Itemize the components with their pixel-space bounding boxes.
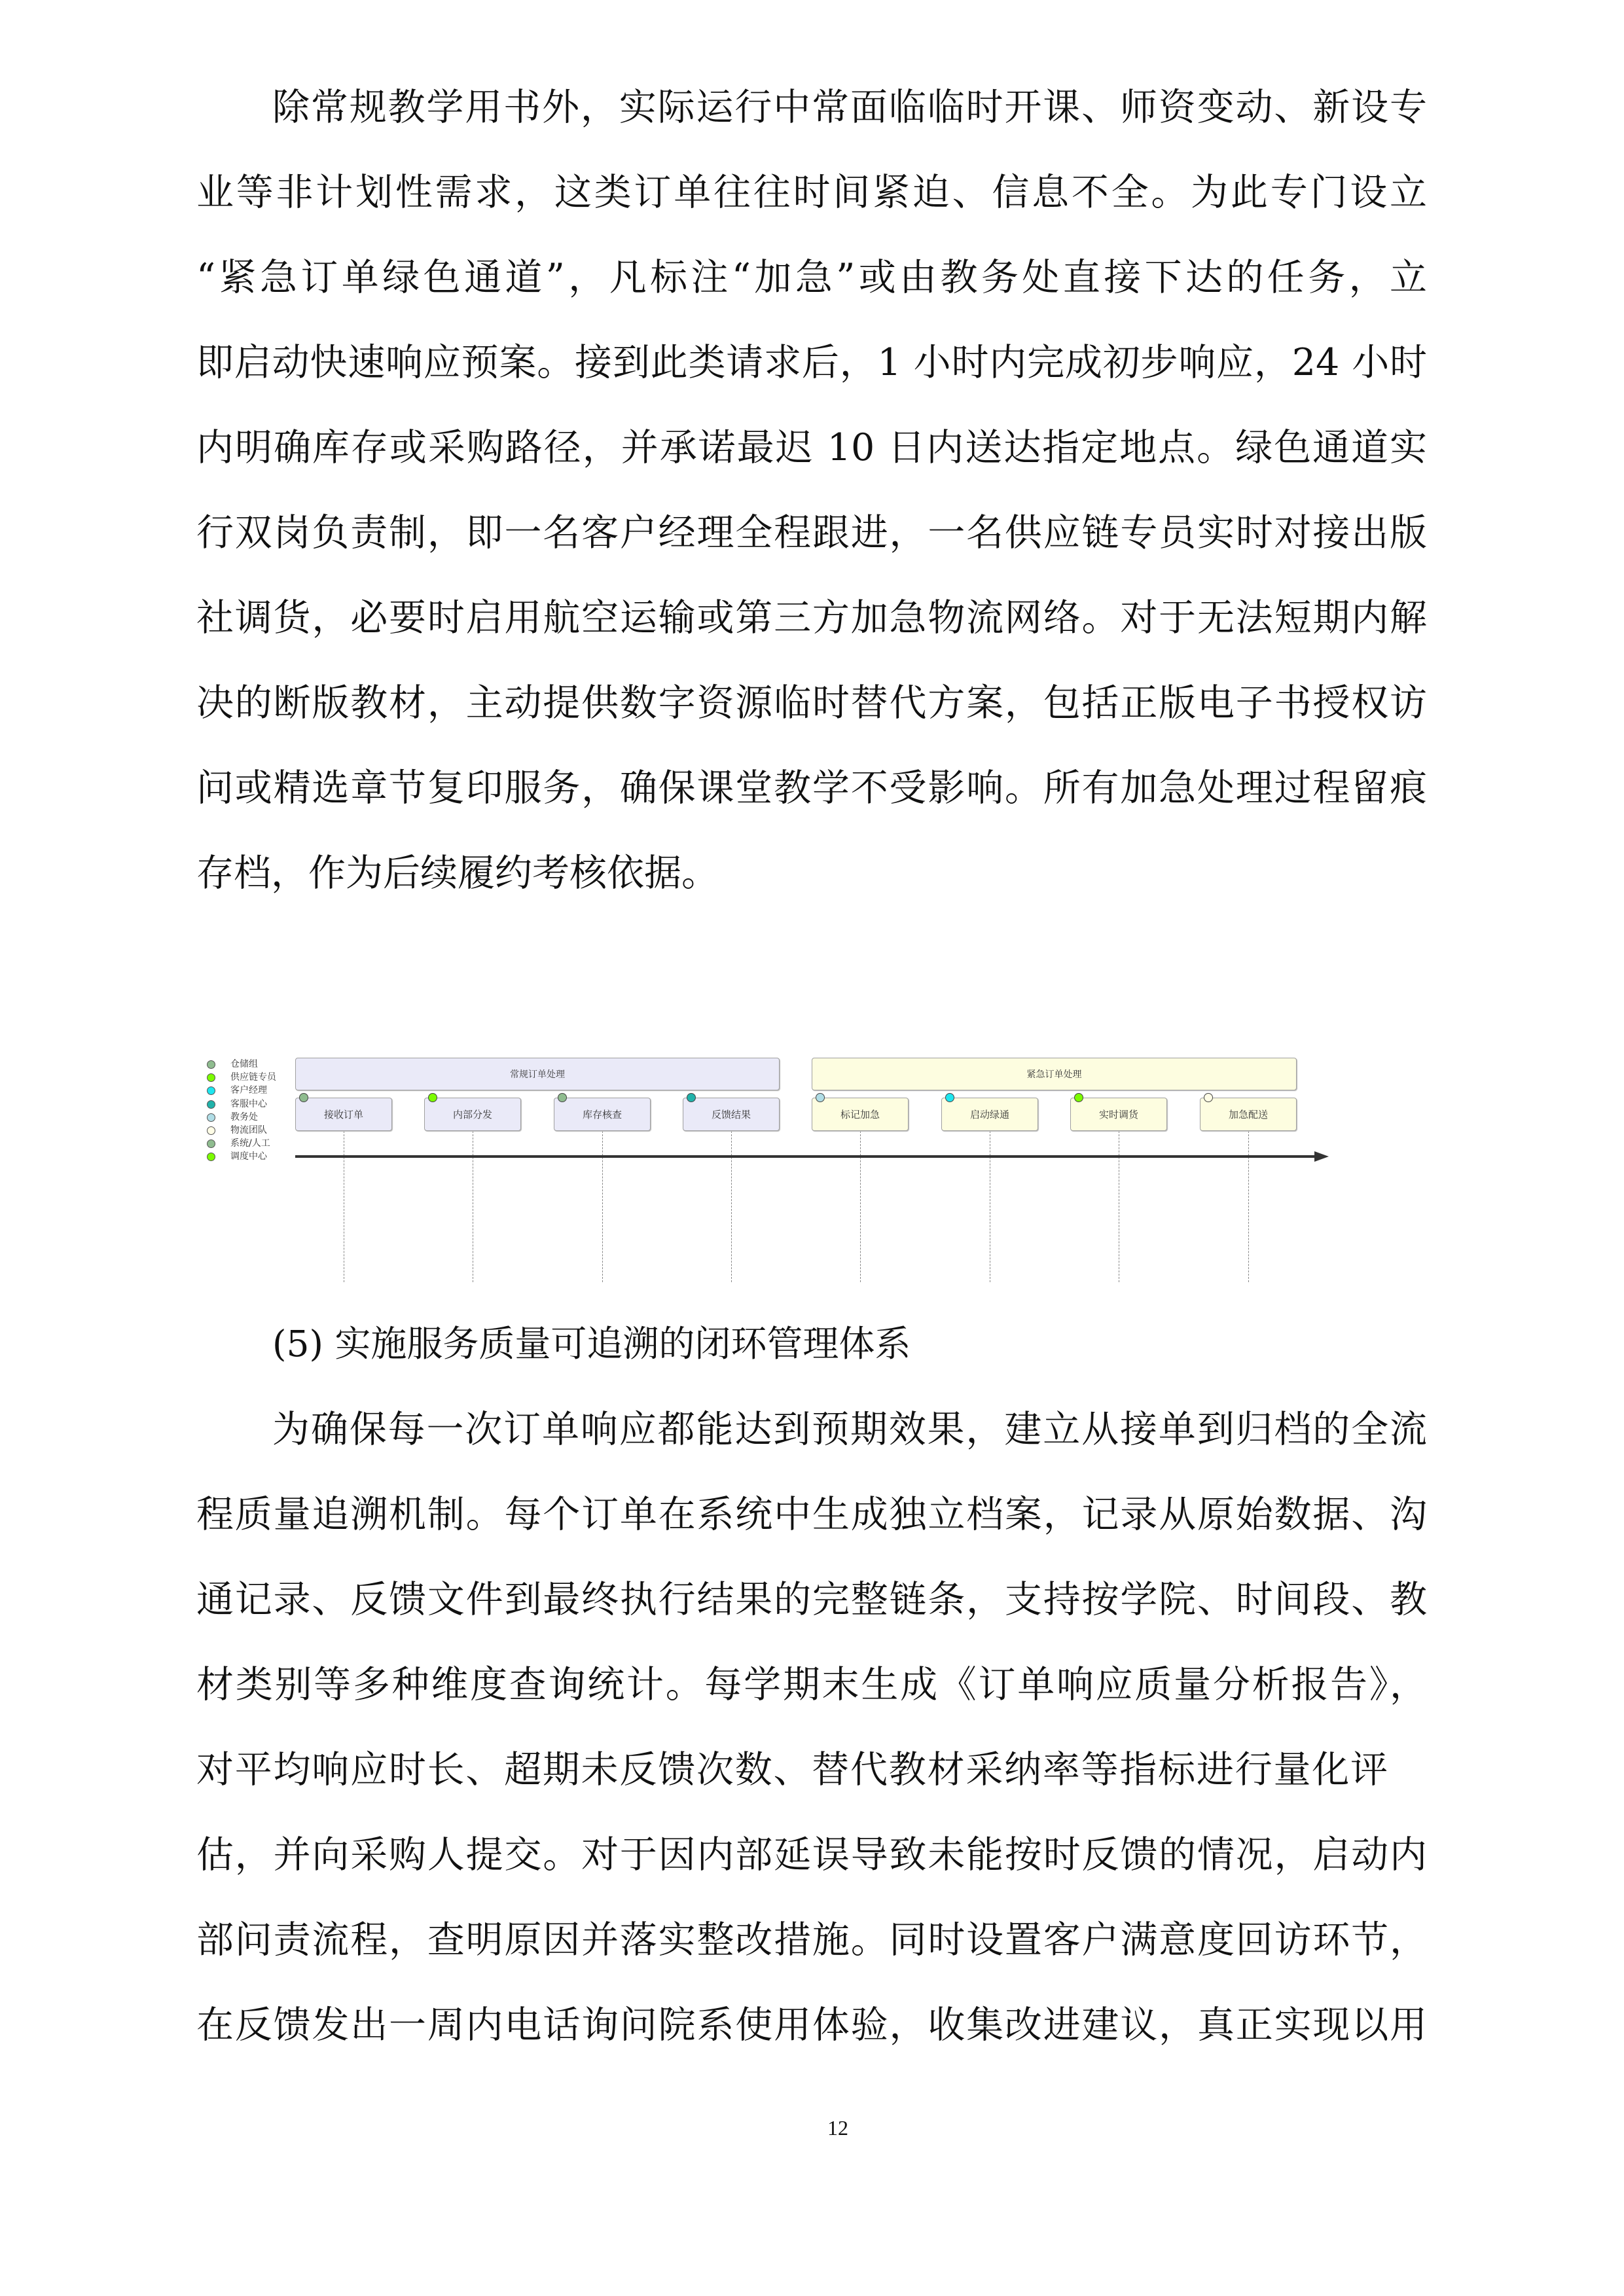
text-line: 行双岗负责制，即一名客户经理全程跟进，一名供应链专员实时对接出版 xyxy=(196,511,1427,554)
step-box: 内部分发 xyxy=(424,1098,521,1131)
role-marker-icon xyxy=(558,1093,567,1102)
step-box: 反馈结果 xyxy=(683,1098,780,1131)
text-line: 通记录、反馈文件到最终执行结果的完整链条，支持按学院、时间段、教 xyxy=(196,1578,1427,1621)
timeline-dashed-line xyxy=(731,1131,732,1282)
text-line: 部问责流程，查明原因并落实整改措施。同时设置客户满意度回访环节， xyxy=(196,1918,1427,1962)
role-marker-icon xyxy=(428,1093,437,1102)
role-marker-icon xyxy=(1204,1093,1213,1102)
legend-dot-icon xyxy=(207,1073,215,1082)
legend-label: 供应链专员 xyxy=(230,1072,276,1083)
timeline-dashed-line xyxy=(860,1131,861,1282)
legend-dot-icon xyxy=(207,1100,215,1109)
legend-dot-icon xyxy=(207,1060,215,1069)
text-line: 为确保每一次订单响应都能达到预期效果，建立从接单到归档的全流 xyxy=(272,1408,1427,1451)
text-line: 存档，作为后续履约考核依据。 xyxy=(196,852,719,895)
timeline-dashed-line xyxy=(1248,1131,1249,1282)
text-line: 问或精选章节复印服务，确保课堂教学不受影响。所有加急处理过程留痕 xyxy=(196,766,1427,810)
text-line: 对平均响应时长、超期未反馈次数、替代教材采纳率等指标进行量化评 xyxy=(196,1748,1388,1791)
legend-dot-icon xyxy=(207,1153,215,1161)
text-line: “紧急订单绿色通道”，凡标注“加急”或由教务处直接下达的任务，立 xyxy=(196,256,1427,299)
role-marker-icon xyxy=(1074,1093,1083,1102)
text-line: 业等非计划性需求，这类订单往往时间紧迫、信息不全。为此专门设立 xyxy=(196,171,1427,214)
legend-dot-icon xyxy=(207,1139,215,1148)
text-line: 社调货，必要时启用航空运输或第三方加急物流网络。对于无法短期内解 xyxy=(196,596,1427,639)
role-marker-icon xyxy=(945,1093,954,1102)
phase-box: 紧急订单处理 xyxy=(812,1058,1297,1090)
role-marker-icon xyxy=(687,1093,696,1102)
text-line: 估，并向采购人提交。对于因内部延误导致未能按时反馈的情况，启动内 xyxy=(196,1833,1427,1876)
step-box: 标记加急 xyxy=(812,1098,909,1131)
legend-label: 教务处 xyxy=(230,1111,258,1122)
step-box: 加急配送 xyxy=(1200,1098,1297,1131)
legend-label: 客服中心 xyxy=(230,1098,267,1109)
section-heading: (5) 实施服务质量可追溯的闭环管理体系 xyxy=(272,1323,911,1365)
timeline-dashed-line xyxy=(602,1131,603,1282)
legend-dot-icon xyxy=(207,1113,215,1122)
step-box: 库存核查 xyxy=(554,1098,651,1131)
text-line: 即启动快速响应预案。接到此类请求后，1 小时内完成初步响应，24 小时 xyxy=(196,341,1427,384)
text-line: 在反馈发出一周内电话询问院系使用体验，收集改进建议，真正实现以用 xyxy=(196,2003,1427,2047)
legend-label: 客户经理 xyxy=(230,1085,267,1096)
legend-dot-icon xyxy=(207,1126,215,1135)
text-line: 除常规教学用书外，实际运行中常面临临时开课、师资变动、新设专 xyxy=(272,86,1427,129)
phase-box: 常规订单处理 xyxy=(295,1058,780,1090)
legend-label: 系统/人工 xyxy=(230,1138,270,1149)
legend-label: 调度中心 xyxy=(230,1151,267,1162)
legend-dot-icon xyxy=(207,1086,215,1095)
legend-label: 物流团队 xyxy=(230,1125,267,1136)
text-line: 程质量追溯机制。每个订单在系统中生成独立档案，记录从原始数据、沟 xyxy=(196,1493,1427,1536)
arrowhead-icon xyxy=(1314,1151,1329,1162)
text-line: 材类别等多种维度查询统计。每学期末生成《订单响应质量分析报告》， xyxy=(196,1663,1427,1706)
step-box: 接收订单 xyxy=(295,1098,392,1131)
page-number: 12 xyxy=(827,2116,848,2140)
text-line: 决的断版教材，主动提供数字资源临时替代方案，包括正版电子书授权访 xyxy=(196,681,1427,725)
legend-label: 仓储组 xyxy=(230,1059,258,1069)
step-box: 实时调货 xyxy=(1070,1098,1167,1131)
role-marker-icon xyxy=(299,1093,308,1102)
step-box: 启动绿通 xyxy=(941,1098,1038,1131)
role-marker-icon xyxy=(816,1093,825,1102)
text-line: 内明确库存或采购路径，并承诺最迟 10 日内送达指定地点。绿色通道实 xyxy=(196,426,1427,469)
timeline-axis xyxy=(295,1155,1316,1158)
